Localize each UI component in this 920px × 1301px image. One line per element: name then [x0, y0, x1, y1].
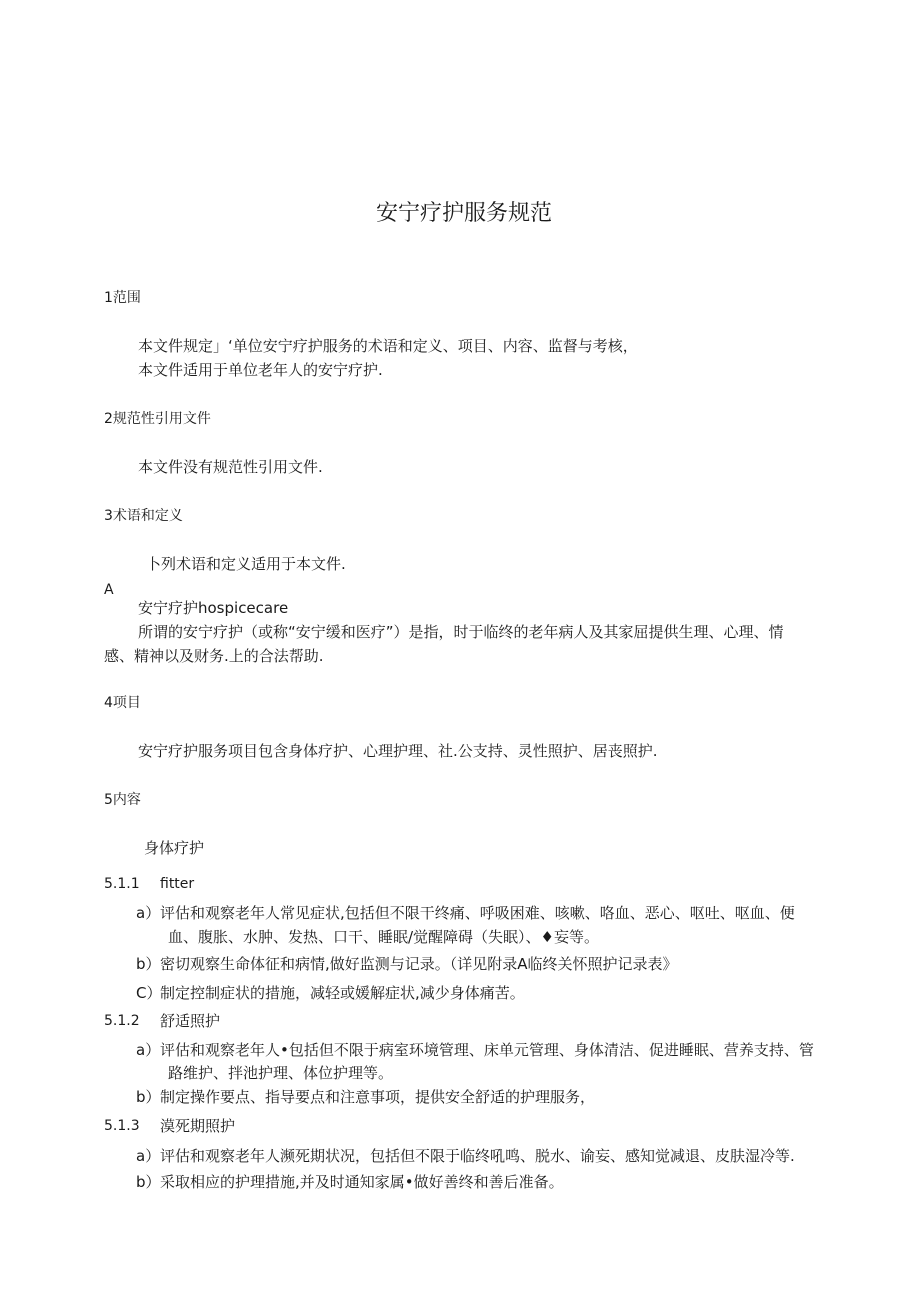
clause-number: 5.1.3 [104, 1118, 140, 1134]
list-item-text: 路维护、拌池护理、体位护理等。 [168, 1064, 394, 1082]
list-item-text: 制定控制症状的措施，减轻或媛解症状,减少身体痛苦。 [160, 984, 525, 1002]
section-1-paragraph: 本文件适用于单位老年人的安宁疗护. [138, 361, 383, 379]
section-4-heading: 4项目 [104, 695, 141, 711]
list-marker: b） [136, 1173, 161, 1191]
list-marker: a） [136, 1041, 161, 1059]
section-4-paragraph: 安宁疗护服务项目包含身体疗护、心理护理、社.公支持、灵性照护、居丧照护. [138, 742, 658, 760]
clause-number: 5.1.2 [104, 1013, 140, 1029]
list-item-text: 血、腹胀、水肿、发热、口干、睡眠/觉醒障碍（失眠）、♦妄等。 [168, 928, 600, 946]
term-definition: 所谓的安宁疗护（或称“安宁缓和医疗”）是指，时于临终的老年病人及其家屈提供生理、心理、情 [138, 623, 784, 641]
term-marker: A [104, 582, 114, 598]
section-1-heading: 1范围 [104, 290, 141, 306]
section-5-heading: 5内容 [104, 792, 141, 808]
section-3-intro: 卜列术语和定义适用于本文件. [146, 555, 346, 573]
clause-number: 5.1.1 [104, 876, 140, 892]
list-item-text: 评估和观察老年人•包括但不限于病室环境管理、床单元管理、身体清洁、促进睡眠、营养支持、管 [160, 1041, 814, 1059]
list-marker: a） [136, 904, 161, 922]
section-2-paragraph: 本文件没有规范性引用文件. [138, 458, 323, 476]
clause-title: 舒适照护 [160, 1012, 221, 1030]
section-1-paragraph: 本文件规定」‘单位安宁疗护服务的术语和定义、项目、内容、监督与考核， [138, 337, 638, 355]
clause-title: fitter [160, 876, 195, 892]
list-marker: b） [136, 1088, 161, 1106]
list-item-text: 制定操作要点、指导要点和注意事项，提供安全舒适的护理服务， [160, 1088, 596, 1106]
term-name: 安宁疗护hospicecare [138, 599, 289, 617]
clause-title: 漠死期照护 [160, 1117, 236, 1135]
list-item-text: 密切观察生命体征和病情,做好监测与记录。（详见附录A临终关怀照护记录表》 [160, 955, 678, 973]
section-2-heading: 2规范性引用文件 [104, 411, 211, 427]
section-3-heading: 3术语和定义 [104, 508, 183, 524]
list-marker: b） [136, 955, 161, 973]
subsection-title: 身体疗护 [144, 839, 205, 857]
list-marker: C） [136, 984, 162, 1002]
list-item-text: 采取相应的护理措施,并及时通知家属•做好善终和善后准备。 [160, 1173, 564, 1191]
page-title: 安宁疗护服务规范 [376, 201, 553, 226]
list-item-text: 评估和观察老年人常见症状,包括但不限干终痛、呼吸困难、咳嗽、咯血、恶心、呕吐、呕血、便 [160, 904, 795, 922]
list-item-text: 评估和观察老年人濒死期状况，包括但不限于临终吼鸣、脱水、谕妄、感知觉减退、皮肤湿冷等. [160, 1147, 795, 1165]
list-marker: a） [136, 1147, 161, 1165]
term-definition: 感、精神以及财务.上的合法帮助. [104, 647, 324, 665]
